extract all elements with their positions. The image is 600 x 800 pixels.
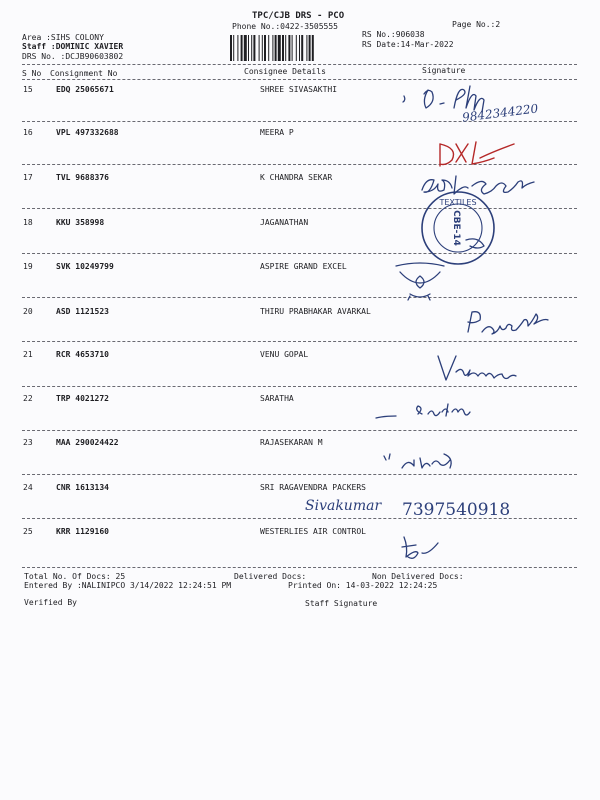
barcode-bar [288, 35, 290, 61]
col-header-s-no: S No [22, 69, 42, 78]
row-s-no: 25 [23, 527, 33, 536]
col-header-consignment: Consignment No [50, 69, 118, 78]
table-row [0, 527, 600, 539]
signature-row-21 [432, 352, 532, 386]
barcode-bar [292, 35, 293, 61]
barcode-bar [278, 35, 281, 61]
row-consignee: RAJASEKARAN M [260, 438, 323, 447]
rs-date: RS Date:14-Mar-2022 [362, 40, 454, 49]
barcode-bar [285, 35, 286, 61]
stamp-ring-text: TEXTILES [439, 198, 477, 207]
row-consignment: CNR 1613134 [56, 483, 109, 492]
row-consignment: MAA 290024422 [56, 438, 119, 447]
row-consignee: WESTERLIES AIR CONTROL [260, 527, 366, 536]
signature-row-22 [372, 398, 492, 424]
signature-row-23 [380, 450, 470, 476]
row-consignee: VENU GOPAL [260, 350, 309, 359]
page-number: Page No.:2 [452, 20, 501, 29]
barcode-bar [275, 35, 277, 61]
delivered-docs: Delivered Docs: [234, 572, 307, 581]
divider [22, 474, 577, 475]
row-s-no: 21 [23, 350, 33, 359]
divider [22, 386, 577, 387]
barcode-bar [253, 35, 255, 61]
table-row [0, 483, 600, 495]
row-s-no: 23 [23, 438, 33, 447]
row-s-no: 18 [23, 218, 33, 227]
emblem-stamp [390, 258, 450, 304]
barcode-bar [264, 35, 266, 61]
barcode-bar [268, 35, 269, 61]
rs-number: RS No.:906038 [362, 30, 425, 39]
signature-row-20 [462, 308, 562, 342]
table-row [0, 262, 600, 274]
handwritten-phone-row-24: 7397540918 [402, 500, 511, 520]
divider [22, 79, 577, 80]
divider [22, 64, 577, 65]
row-consignee: SRI RAGAVENDRA PACKERS [260, 483, 366, 492]
barcode-bar [312, 35, 314, 61]
row-consignment: ASD 1121523 [56, 307, 109, 316]
barcode-bar [282, 35, 284, 61]
drs-number: DRS No. :DCJB90603802 [22, 52, 124, 61]
staff-signature: Staff Signature [305, 599, 378, 608]
table-row [0, 438, 600, 450]
row-consignment: SVK 10249799 [56, 262, 114, 271]
row-s-no: 24 [23, 483, 33, 492]
barcode-bar [259, 35, 260, 61]
row-consignment: TRP 4021272 [56, 394, 109, 403]
table-row [0, 218, 600, 230]
row-consignee: JAGANATHAN [260, 218, 309, 227]
entered-by: Entered By :NALINIPCO 3/14/2022 12:24:51 PM [24, 581, 232, 590]
signature-row-25 [396, 533, 446, 563]
row-s-no: 22 [23, 394, 33, 403]
barcode-bar [306, 35, 307, 61]
row-s-no: 19 [23, 262, 33, 271]
row-consignee: K CHANDRA SEKAR [260, 173, 333, 182]
table-row [0, 394, 600, 406]
barcode-bar [296, 35, 297, 61]
staff-field: Staff :DOMINIC XAVIER [22, 42, 124, 51]
row-consignment: KKU 358998 [56, 218, 105, 227]
barcode [230, 35, 352, 61]
document-title: TPC/CJB DRS - PCO [252, 11, 345, 21]
row-consignee: ASPIRE GRAND EXCEL [260, 262, 347, 271]
row-consignee: SHREE SIVASAKTHI [260, 85, 338, 94]
area-field: Area :SIHS COLONY [22, 33, 104, 42]
verified-by: Verified By [24, 598, 77, 607]
total-docs: Total No. Of Docs: 25 [24, 572, 126, 581]
divider [22, 430, 577, 431]
row-consignee: MEERA P [260, 128, 294, 137]
row-consignment: EDQ 25065671 [56, 85, 114, 94]
divider [22, 121, 577, 122]
barcode-bar [272, 35, 273, 61]
row-consignment: VPL 497332688 [56, 128, 119, 137]
row-consignment: KRR 1129160 [56, 527, 109, 536]
row-s-no: 16 [23, 128, 33, 137]
col-header-signature: Signature [422, 66, 466, 75]
row-consignee: SARATHA [260, 394, 294, 403]
barcode-bar [237, 35, 238, 61]
stamp-center-text: CBE-14 [451, 210, 461, 246]
barcode-bar [244, 35, 247, 61]
barcode-bar [251, 35, 252, 61]
phone-number: Phone No.:0422-3505555 [232, 22, 338, 31]
barcode-bar [262, 35, 263, 61]
barcode-bar [241, 35, 243, 61]
non-delivered-docs: Non Delivered Docs: [372, 572, 464, 581]
divider [22, 297, 577, 298]
row-s-no: 17 [23, 173, 33, 182]
row-consignment: RCR 4653710 [56, 350, 109, 359]
handwritten-phone-row-15: 9842344220 [461, 101, 539, 125]
barcode-bar [301, 35, 303, 61]
barcode-bar [233, 35, 234, 61]
col-header-consignee: Consignee Details [244, 67, 326, 76]
divider [22, 567, 577, 568]
barcode-bar [230, 35, 232, 61]
barcode-bar [309, 35, 311, 61]
row-consignment: TVL 9688376 [56, 173, 109, 182]
barcode-bar [248, 35, 249, 61]
row-s-no: 20 [23, 307, 33, 316]
row-s-no: 15 [23, 85, 33, 94]
printed-on: Printed On: 14-03-2022 12:24:25 [288, 581, 438, 590]
barcode-bar [299, 35, 300, 61]
row-consignee: THIRU PRABHAKAR AVARKAL [260, 307, 371, 316]
signature-row-16 [432, 138, 522, 172]
table-row [0, 85, 600, 97]
company-stamp [418, 188, 498, 268]
handwritten-name-row-24: Sivakumar [305, 498, 382, 514]
